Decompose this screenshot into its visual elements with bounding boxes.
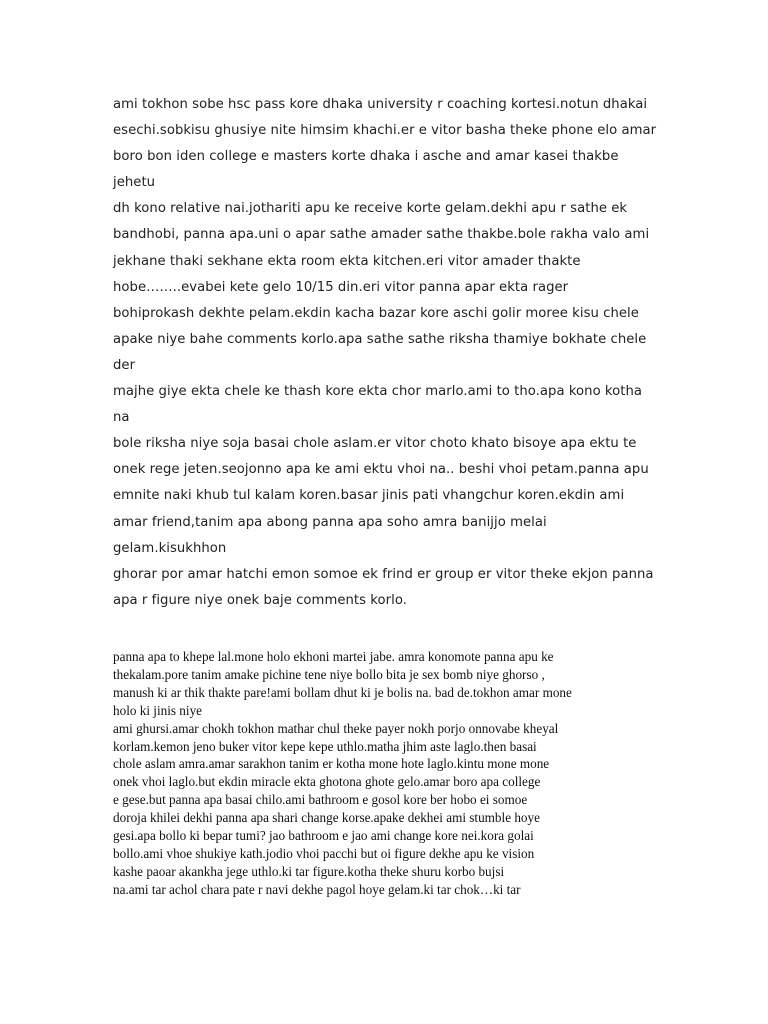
text-line: jehetu: [113, 175, 156, 191]
text-line: onek vhoi laglo.but ekdin miracle ekta ghotona ghote gelo.amar boro apa college: [113, 774, 541, 790]
text-line: onek rege jeten.seojonno apa ke ami ektu vhoi na.. beshi vhoi petam.panna apu: [113, 462, 649, 478]
text-line: gesi.apa bollo ki bepar tumi? jao bathroom e jao ami change kore nei.kora golai: [113, 828, 534, 844]
paragraph-block-sans: [113, 92, 673, 614]
text-line: der: [113, 357, 136, 373]
text-line: na: [113, 410, 130, 426]
text-line: jekhane thaki sekhane ekta room ekta kitchen.eri vitor amader thakte: [113, 253, 581, 269]
text-line: doroja khilei dekhi panna apa shari change korse.apake dekhei ami stumble hoye: [113, 810, 540, 826]
text-line: bole riksha niye soja basai chole aslam.er vitor choto khato bisoye apa ektu te: [113, 436, 637, 452]
text-line: chole aslam amra.amar sarakhon tanim er kotha mone hote laglo.kintu mone mone: [113, 756, 550, 772]
text-line: thekalam.pore tanim amake pichine tene niye bollo bita je sex bomb niye ghorso ,: [113, 666, 545, 682]
text-line: holo ki jinis niye: [113, 702, 203, 718]
text-line: apake niye bahe comments korlo.apa sathe sathe riksha thamiye bokhate chele: [113, 331, 647, 347]
text-line: ghorar por amar hatchi emon somoe ek frind er group er vitor theke ekjon panna: [113, 566, 654, 582]
text-line: manush ki ar thik thakte pare!ami bollam dhut ki je bolis na. bad de.tokhon amar mone: [113, 684, 572, 700]
text-line: emnite naki khub tul kalam koren.basar jinis pati vhangchur koren.ekdin ami: [113, 488, 625, 504]
text-line: bollo.ami vhoe shukiye kath.jodio vhoi pacchi but oi figure dekhe apu ke vision: [113, 845, 535, 861]
text-line: majhe giye ekta chele ke thash kore ekta chor marlo.ami to tho.apa kono kotha: [113, 384, 643, 400]
text-line: apa r figure niye onek baje comments korlo.: [113, 592, 407, 608]
text-line: e gese.but panna apa basai chilo.ami bathroom e gosol kore ber hobo ei somoe: [113, 792, 528, 808]
text-line: korlam.kemon jeno buker vitor kepe kepe uthlo.matha jhim aste laglo.then basai: [113, 738, 537, 754]
text-line: hobe……..evabei kete gelo 10/15 din.eri vitor panna apar ekta rager: [113, 279, 569, 295]
text-line: kashe paoar akankha jege uthlo.ki tar figure.kotha theke shuru korbo bujsi: [113, 863, 505, 879]
text-line: bohiprokash dekhte pelam.ekdin kacha bazar kore aschi golir moree kisu chele: [113, 305, 639, 321]
text-line: boro bon iden college e masters korte dhaka i asche and amar kasei thakbe: [113, 149, 619, 165]
text-line: ami tokhon sobe hsc pass kore dhaka university r coaching kortesi.notun dhakai: [113, 97, 648, 112]
text-line: gelam.kisukhhon: [113, 540, 227, 556]
text-line: ami ghursi.amar chokh tokhon mathar chul theke payer nokh porjo onnovabe kheyal: [113, 720, 559, 736]
text-line: amar friend,tanim apa abong panna apa soho amra banijjo melai: [113, 514, 547, 530]
text-line: esechi.sobkisu ghusiye nite himsim khachi.er e vitor basha theke phone elo amar: [113, 123, 657, 139]
paragraph-block-serif: [113, 648, 673, 899]
text-line: bandhobi, panna apa.uni o apar sathe amader sathe thakbe.bole rakha valo ami: [113, 227, 650, 243]
text-line: dh kono relative nai.jothariti apu ke receive korte gelam.dekhi apu r sathe ek: [113, 201, 628, 217]
text-line: na.ami tar achol chara pate r navi dekhe pagol hoye gelam.ki tar chok…ki tar: [113, 881, 521, 897]
text-line: panna apa to khepe lal.mone holo ekhoni martei jabe. amra konomote panna apu ke: [113, 649, 554, 664]
